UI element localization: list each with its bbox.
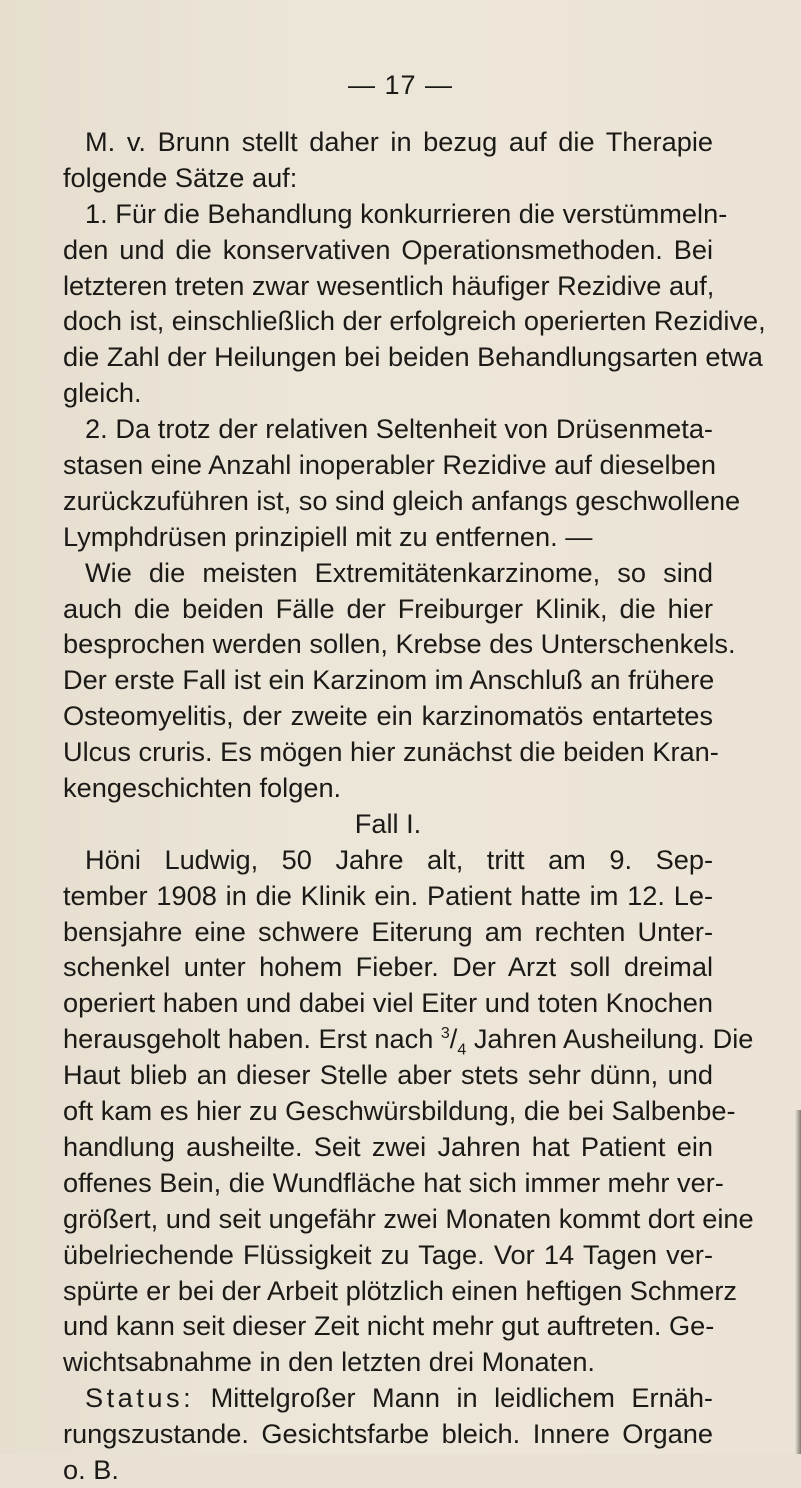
- text-line: größert, und seit ungefähr zwei Monaten kommt dort eine: [63, 1202, 754, 1234]
- text-line: letzteren treten zwar wesentlich häufiger Rezidive auf,: [63, 269, 715, 301]
- text-line: o. B.: [63, 1453, 119, 1485]
- text-line: bensjahre eine schwere Eiterung am rechten Unter-: [63, 915, 713, 947]
- text-line: offenes Bein, die Wundfläche hat sich immer mehr ver-: [63, 1166, 724, 1198]
- text-line: besprochen werden sollen, Krebse des Unterschenkels.: [63, 628, 736, 660]
- text-line: folgende Sätze auf:: [63, 161, 298, 193]
- text-line: schenkel unter hohem Fieber. Der Arzt soll dreimal: [63, 951, 713, 983]
- text-line: tember 1908 in die Klinik ein. Patient hatte im 12. Le-: [63, 879, 713, 911]
- fraction-denominator: 4: [457, 1041, 467, 1059]
- text-line: die Zahl der Heilungen bei beiden Behandlungsarten etwa: [63, 341, 763, 373]
- text-line: übelriechende Flüssigkeit zu Tage. Vor 14 Tagen ver-: [63, 1238, 713, 1270]
- text-line: doch ist, einschließlich der erfolgreich operierten Rezidive,: [63, 305, 766, 337]
- case-heading: Fall I.: [354, 807, 422, 839]
- text-line: M. v. Brunn stellt daher in bezug auf die Therapie: [85, 126, 713, 157]
- text-line: handlung ausheilte. Seit zwei Jahren hat Patient ein: [63, 1130, 713, 1162]
- status-line: [63, 1380, 713, 1416]
- fraction-line-end: Jahren Ausheilung. Die: [473, 1023, 754, 1055]
- text-line: wichtsabnahme in den letzten drei Monaten.: [63, 1346, 595, 1378]
- text-line: rungszustande. Gesichtsfarbe bleich. Innere Organe: [63, 1418, 713, 1450]
- status-text: Mittelgroßer Mann in leidlichem Ernäh-: [210, 1382, 713, 1414]
- page-edge-shadow: [795, 1110, 801, 1454]
- text-line: Höni Ludwig, 50 Jahre alt, tritt am 9. Sep-: [85, 843, 713, 875]
- text-line: zurückzuführen ist, so sind gleich anfangs geschwollene: [63, 484, 741, 516]
- text-line: stasen eine Anzahl inoperabler Rezidive auf dieselben: [63, 449, 716, 481]
- status-label: Status:: [85, 1382, 195, 1414]
- text-line: auch die beiden Fälle der Freiburger Klinik, die hier: [63, 592, 713, 624]
- fraction-numerator: 3: [440, 1025, 450, 1043]
- text-line: Osteomyelitis, der zweite ein karzinomatös entartetes: [63, 700, 713, 732]
- body-text: [63, 124, 766, 1488]
- text-line: 1. Für die Behandlung konkurrieren die verstümmeln-: [85, 197, 728, 229]
- text-line: Wie die meisten Extremitätenkarzinome, so sind: [85, 556, 713, 588]
- text-line: kengeschichten folgen.: [63, 772, 342, 804]
- text-line: oft kam es hier zu Geschwürsbildung, die bei Salbenbe-: [63, 1095, 736, 1127]
- text-line-with-fraction: herausgeholt haben. Erst nach $^3/_4$ Jahren Ausheilung. Die: [63, 1023, 754, 1059]
- text-line: Haut blieb an dieser Stelle aber stets sehr dünn, und: [63, 1059, 713, 1091]
- text-line: Ulcus cruris. Es mögen hier zunächst die beiden Kran-: [63, 736, 719, 768]
- fraction-line-start: herausgeholt haben. Erst nach: [63, 1023, 434, 1055]
- text-line: 2. Da trotz der relativen Seltenheit von Drüsenmeta-: [85, 413, 713, 445]
- text-line: gleich.: [63, 377, 142, 409]
- text-line: Lymphdrüsen prinzipiell mit zu entfernen. —: [63, 520, 593, 552]
- text-line: spürte er bei der Arbeit plötzlich einen heftigen Schmerz: [63, 1274, 738, 1306]
- text-line: operiert haben und dabei viel Eiter und toten Knochen: [63, 987, 713, 1019]
- page-number: — 17 —: [347, 70, 454, 100]
- text-line: den und die konservativen Operationsmethoden. Bei: [63, 233, 713, 265]
- text-line: Der erste Fall ist ein Karzinom im Anschluß an frühere: [63, 664, 715, 696]
- text-line: und kann seit dieser Zeit nicht mehr gut auftreten. Ge-: [63, 1310, 715, 1342]
